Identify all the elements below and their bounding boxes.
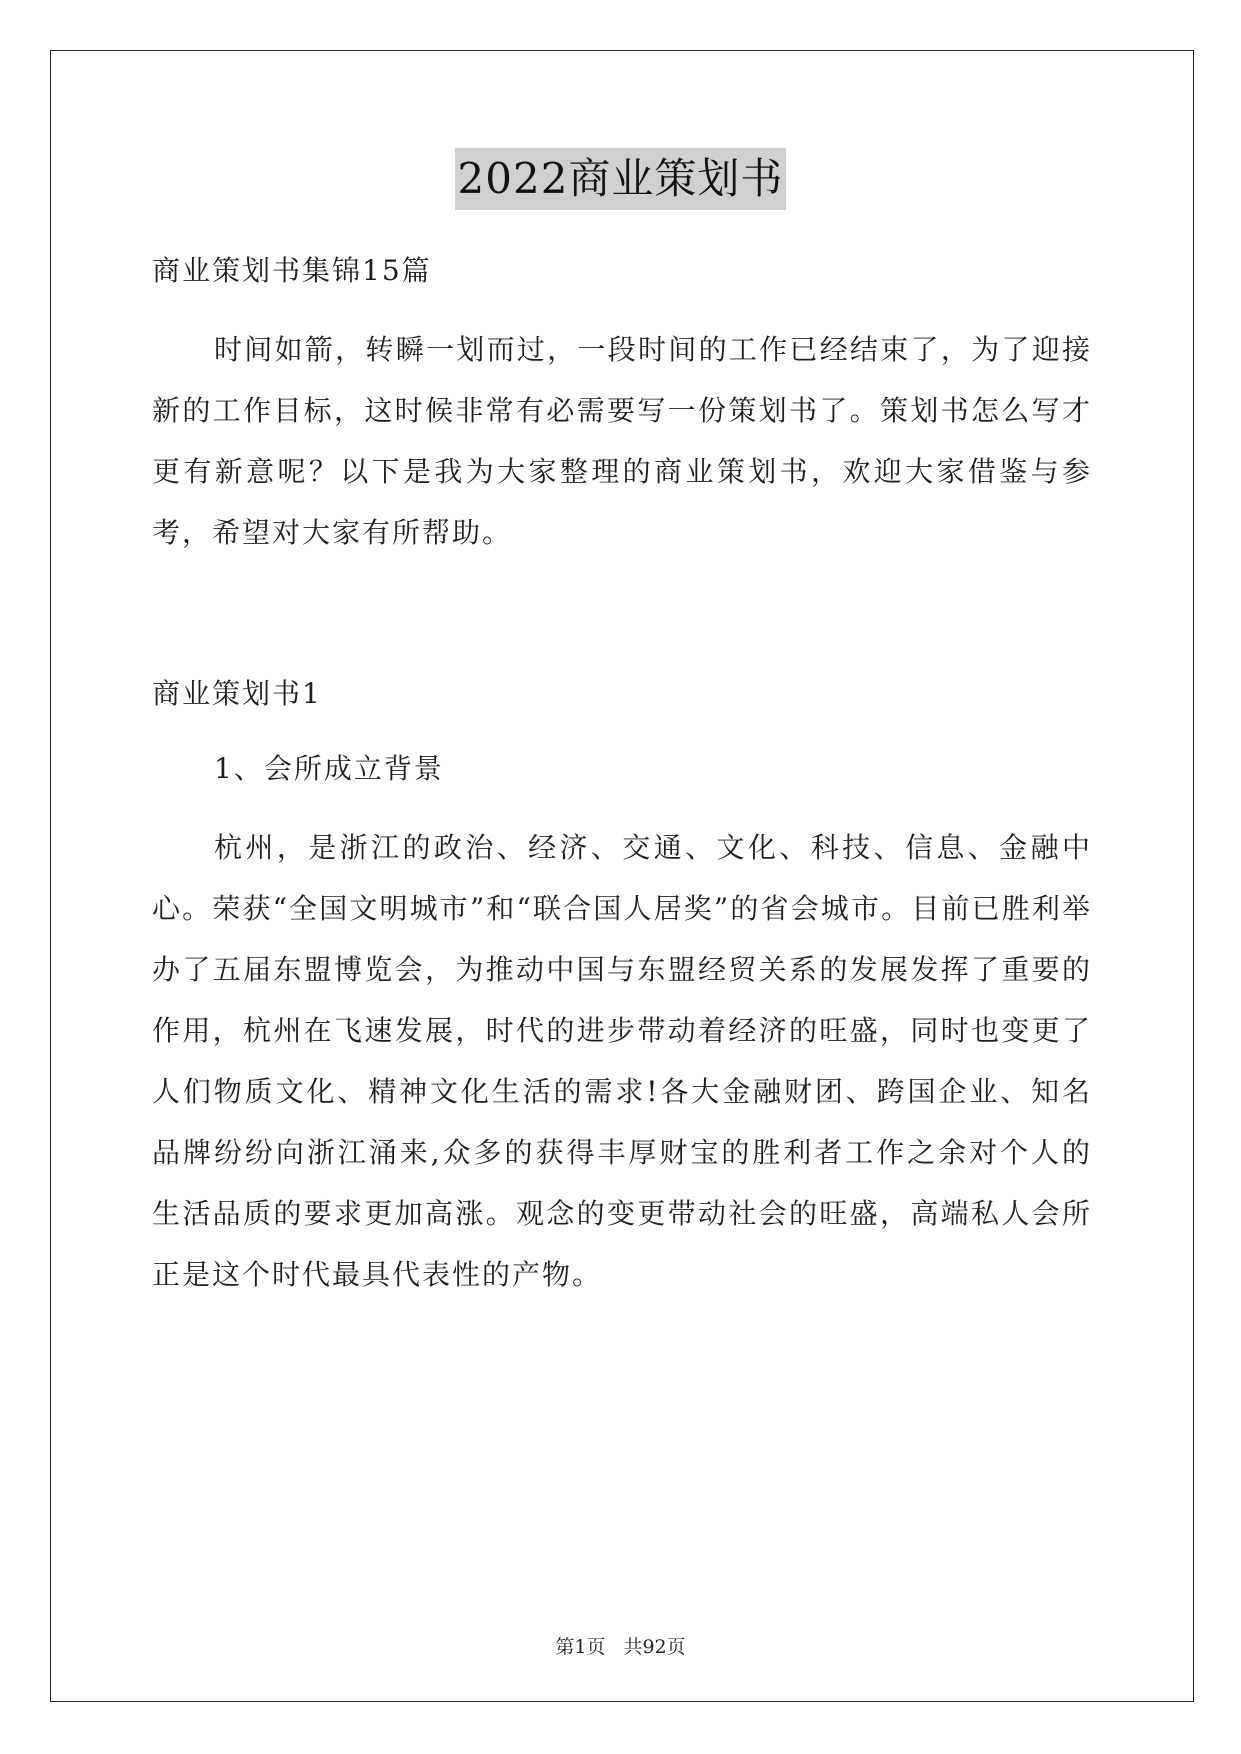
document-body <box>152 240 1092 1305</box>
item-heading: 1、会所成立背景 <box>214 752 444 785</box>
body-paragraph: 杭州，是浙江的政治、经济、交通、文化、科技、信息、金融中心。荣获“全国文明城市”和“联合国人居奖”的省会城市。目前已胜利举办了五届东盟博览会，为推动中国与东盟经贸关系的发展发挥了重要的作用，杭州在飞速发展，时代的进步带动着经济的旺盛，同时也变更了人们物质文化、精神文化生活的需求!各大金融财团、跨国企业、知名品牌纷纷向浙江涌来,众多的获得丰厚财宝的胜利者工作之余对个人的生活品质的要求更加高涨。观念的变更带动社会的旺盛，高端私人会所正是这个时代最具代表性的产物。 <box>152 831 1092 1291</box>
intro-paragraph: 时间如箭，转瞬一划而过，一段时间的工作已经结束了，为了迎接新的工作目标，这时候非常有必需要写一份策划书了。策划书怎么写才更有新意呢？以下是我为大家整理的商业策划书，欢迎大家借鉴与参考，希望对大家有所帮助。 <box>152 333 1092 549</box>
title-wrap <box>0 148 1241 210</box>
page-footer <box>0 1632 1241 1659</box>
document-title: 2022商业策划书 <box>455 148 787 210</box>
section-heading: 商业策划书1 <box>152 677 322 710</box>
document-subtitle: 商业策划书集锦15篇 <box>152 254 432 287</box>
page-number: 第1页 <box>555 1636 606 1658</box>
page-total: 共92页 <box>623 1636 686 1658</box>
